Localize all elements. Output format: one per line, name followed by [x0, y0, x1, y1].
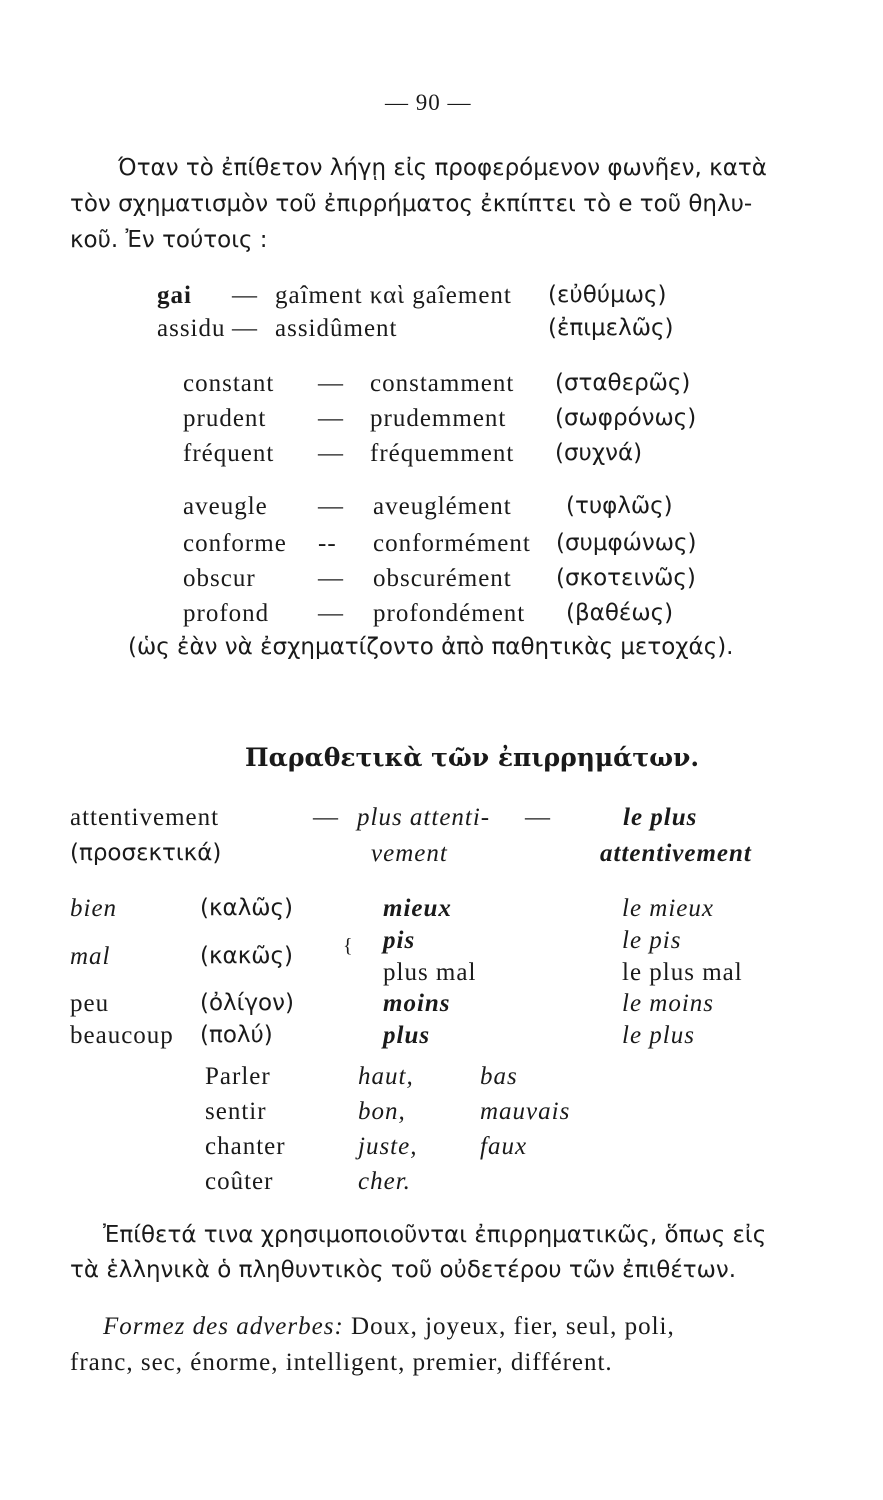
closing-line-2: τὰ ἑλληνικὰ ὁ πληθυντικὸς τοῦ οὐδετέρου τῶν ἐπιθέτων.: [70, 1257, 737, 1283]
intro-line-1: Όταν τὸ ἐπίθετον λήγῃ εἰς προφερόμενον φωνῆεν, κατὰ: [118, 155, 767, 181]
superlative-alt: le plus mal: [622, 959, 743, 986]
adverb: gaîment καὶ gaîement: [275, 282, 512, 309]
adverb: fréquemment: [370, 440, 515, 467]
adverb-a: haut,: [358, 1063, 414, 1090]
comparative-line-2: vement: [371, 840, 448, 867]
dash: --: [318, 530, 337, 557]
base-adverb: beaucoup: [70, 1022, 174, 1049]
adverb-b: mauvais: [480, 1098, 571, 1125]
adverb-b: faux: [480, 1133, 528, 1160]
adjective: fréquent: [183, 440, 275, 467]
base-translation: (προσεκτικά): [70, 840, 222, 866]
adverb-a: juste,: [358, 1133, 418, 1160]
dash: —: [318, 493, 344, 520]
superlative: le plus: [622, 1022, 695, 1049]
dash: —: [318, 600, 344, 627]
superlative-line-2: attentivement: [600, 840, 752, 867]
adjective: gai: [157, 282, 192, 309]
exercise-line-1: [103, 1313, 675, 1341]
dash: —: [318, 565, 344, 592]
comparative-line-1: plus attenti-: [357, 804, 491, 831]
dash: —: [318, 440, 344, 467]
adverb-a: bon,: [358, 1098, 406, 1125]
superlative-line-1: le plus: [623, 804, 698, 831]
page-number: — 90 —: [385, 90, 472, 115]
superlative: le moins: [622, 990, 715, 1017]
superlative: le pis: [622, 927, 682, 954]
translation: (συμφώνως): [556, 530, 697, 556]
comparative-alt: plus mal: [383, 959, 477, 986]
adjective: prudent: [183, 405, 267, 432]
comparative: pis: [383, 927, 416, 954]
closing-line-1: Ἐπίθετά τινα χρησιμοποιοῦνται ἐπιρρηματικῶς, ὅπως εἰς: [103, 1222, 767, 1248]
adverb-b: bas: [480, 1063, 518, 1090]
verb: coûter: [205, 1168, 274, 1195]
dash: —: [232, 282, 258, 309]
comparative: mieux: [383, 895, 452, 922]
adjective: profond: [183, 600, 270, 627]
note: (ὡς ἐὰν νὰ ἐσχηματίζοντο ἀπὸ παθητικὰς μετοχάς).: [128, 634, 734, 660]
brace-icon: {: [343, 935, 353, 957]
adjective: constant: [183, 370, 275, 397]
translation: (σωφρόνως): [555, 405, 697, 431]
adverb: conformément: [373, 530, 531, 557]
base-adverb: peu: [70, 990, 110, 1017]
verb: Parler: [205, 1063, 271, 1090]
translation: (τυφλῶς): [566, 493, 673, 519]
translation: (πολύ): [200, 1022, 273, 1048]
base-adverb: bien: [70, 895, 118, 922]
translation: (σκοτεινῶς): [556, 565, 696, 591]
verb: chanter: [205, 1133, 286, 1160]
dash: —: [525, 804, 551, 831]
adjective: assidu: [157, 315, 226, 342]
adverb-a: cher.: [358, 1168, 411, 1195]
adverb: assidûment: [275, 315, 398, 342]
adverb: obscurément: [373, 565, 512, 592]
adjective: conforme: [183, 530, 287, 557]
base-adverb: attentivement: [70, 804, 220, 831]
comparative: plus: [383, 1022, 431, 1049]
translation: (εὐθύμως): [548, 282, 667, 308]
adverb: constamment: [370, 370, 515, 397]
translation: (ἐπιμελῶς): [548, 315, 674, 341]
dash: —: [313, 804, 339, 831]
intro-line-3: κοῦ. Ἐν τούτοις :: [70, 227, 268, 253]
translation: (ὀλίγον): [200, 990, 294, 1016]
exercise-label: Formez des adverbes:: [103, 1313, 344, 1340]
dash: —: [232, 315, 258, 342]
intro-line-2: τὸν σχηματισμὸν τοῦ ἐπιρρήματος ἐκπίπτει τὸ e τοῦ θηλυ-: [70, 191, 753, 217]
exercise-line-2: franc, sec, énorme, intelligent, premier, différent.: [70, 1349, 613, 1376]
translation: (καλῶς): [200, 895, 294, 921]
verb: sentir: [205, 1098, 267, 1125]
comparative: moins: [383, 990, 451, 1017]
superlative: le mieux: [622, 895, 714, 922]
section-heading: Παραθετικὰ τῶν ἐπιρρημάτων.: [245, 743, 700, 772]
translation: (κακῶς): [200, 943, 293, 969]
adjective: obscur: [183, 565, 256, 592]
dash: —: [318, 370, 344, 397]
adverb: aveuglément: [373, 493, 512, 520]
dash: —: [318, 405, 344, 432]
adverb: prudemment: [370, 405, 507, 432]
exercise-words: Doux, joyeux, fier, seul, poli,: [343, 1313, 675, 1340]
translation: (βαθέως): [566, 600, 674, 626]
adjective: aveugle: [183, 493, 268, 520]
base-adverb: mal: [70, 943, 111, 970]
translation: (συχνά): [555, 440, 643, 466]
translation: (σταθερῶς): [555, 370, 691, 396]
adverb: profondément: [373, 600, 526, 627]
